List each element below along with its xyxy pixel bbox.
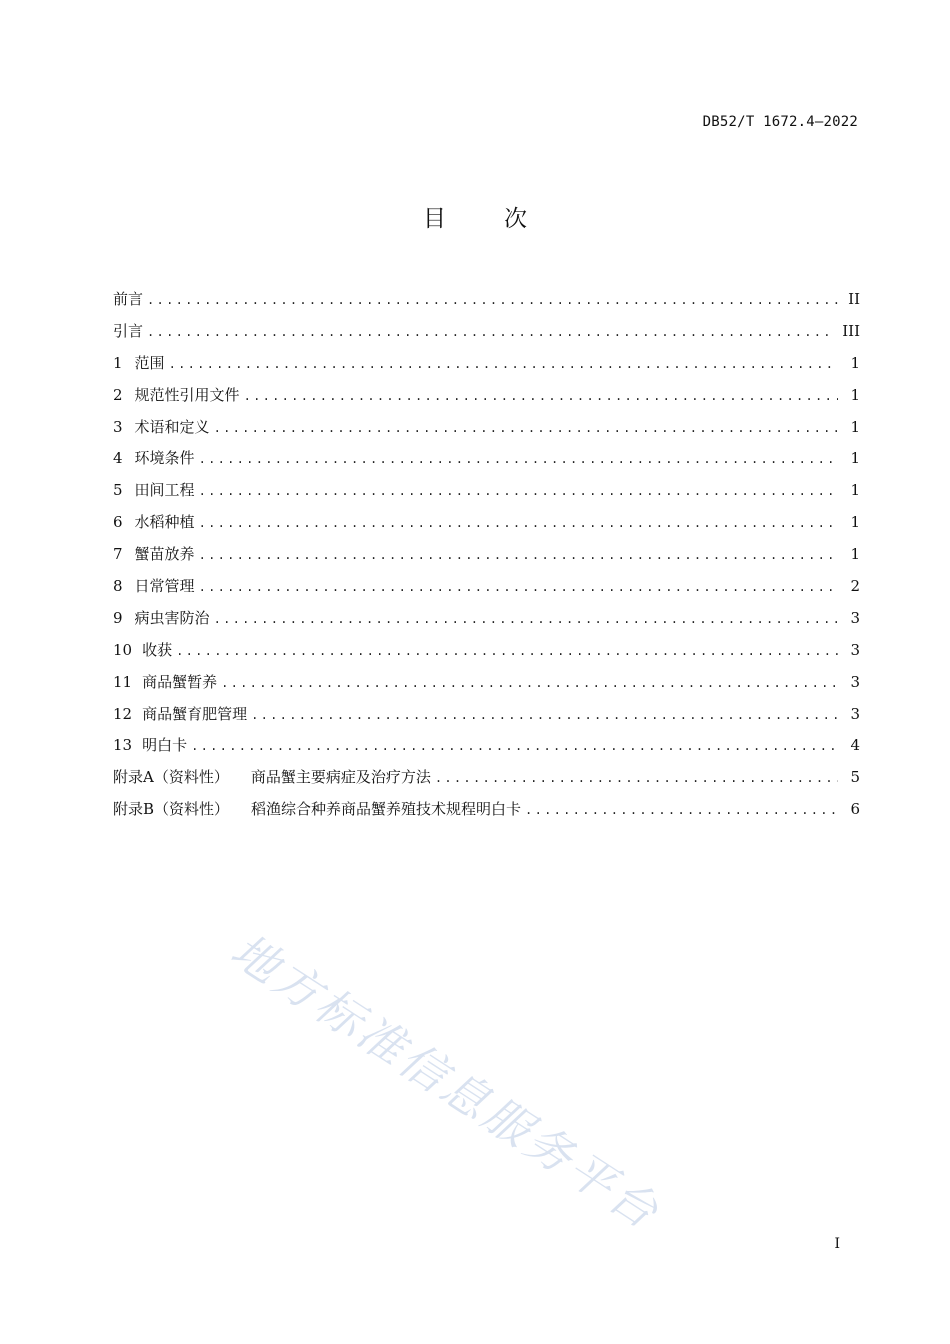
toc-entry-title: 术语和定义 (134, 417, 210, 436)
toc-entry-annex-a[interactable] (113, 764, 860, 796)
dot-leader (214, 415, 838, 441)
toc-entry-page: 3 (850, 672, 860, 691)
toc-entry-number: 2 (113, 385, 123, 404)
toc-entry-title: 病虫害防治 (134, 608, 210, 627)
toc-entry-7[interactable] (113, 541, 860, 573)
toc-entry-title: 田间工程 (134, 481, 195, 500)
dot-leader (169, 351, 838, 377)
toc-entry-12[interactable] (113, 701, 860, 733)
toc-entry-6[interactable] (113, 509, 860, 541)
toc-entry-annex-b[interactable] (113, 796, 860, 828)
toc-entry-page: 1 (850, 417, 860, 436)
dot-leader (191, 733, 838, 759)
page-number: I (834, 1236, 840, 1252)
toc-entry-title: 范围 (134, 353, 165, 372)
toc-entry-13[interactable] (113, 732, 860, 764)
toc-entry-title: 稻渔综合种养商品蟹养殖技术规程明白卡 (251, 800, 522, 819)
toc-entry-number: 7 (113, 545, 123, 564)
toc-entry-number: 附录B（资料性） (113, 800, 230, 819)
toc-entry-introduction[interactable] (113, 318, 860, 350)
table-of-contents (113, 286, 860, 828)
toc-entry-number: 8 (113, 577, 123, 596)
toc-entry-title: 商品蟹主要病症及治疗方法 (250, 768, 431, 787)
toc-entry-10[interactable] (113, 637, 860, 669)
toc-entry-page: 6 (850, 800, 860, 819)
toc-entry-number: 6 (113, 513, 123, 532)
toc-entry-page: 1 (850, 481, 860, 500)
dot-leader (176, 638, 838, 664)
dot-leader (435, 765, 838, 791)
toc-entry-number: 9 (113, 608, 123, 627)
toc-entry-title: 蟹苗放养 (134, 545, 195, 564)
toc-entry-number: 3 (113, 417, 123, 436)
toc-entry-title: 商品蟹育肥管理 (142, 704, 248, 723)
toc-entry-number: 11 (113, 672, 133, 691)
toc-entry-number: 13 (113, 736, 133, 755)
toc-entry-9[interactable] (113, 605, 860, 637)
toc-entry-page: 3 (850, 640, 860, 659)
dot-leader (199, 478, 838, 504)
toc-entry-title: 规范性引用文件 (134, 385, 240, 404)
dot-leader (199, 510, 838, 536)
toc-entry-title: 收获 (142, 640, 173, 659)
toc-entry-2[interactable] (113, 382, 860, 414)
dot-leader (214, 606, 838, 632)
toc-entry-title: 商品蟹暂养 (142, 672, 218, 691)
document-code: DB52/T 1672.4—2022 (702, 114, 858, 130)
toc-entry-page: 2 (850, 577, 860, 596)
toc-entry-4[interactable] (113, 445, 860, 477)
toc-entry-page: 1 (850, 385, 860, 404)
dot-leader (251, 702, 838, 728)
toc-entry-11[interactable] (113, 669, 860, 701)
toc-entry-page: 3 (850, 608, 860, 627)
toc-entry-page: 3 (850, 704, 860, 723)
dot-leader (199, 446, 838, 472)
toc-entry-1[interactable] (113, 350, 860, 382)
dot-leader (147, 287, 838, 313)
toc-entry-title: 环境条件 (134, 449, 195, 468)
toc-entry-title: 引言 (113, 321, 144, 340)
toc-entry-foreword[interactable] (113, 286, 860, 318)
dot-leader (147, 319, 834, 345)
watermark: 地方标准信息服务平台 (221, 922, 671, 1241)
toc-entry-title: 前言 (113, 290, 144, 308)
toc-entry-page: II (848, 290, 860, 308)
dot-leader (525, 797, 838, 823)
toc-entry-page: 1 (850, 513, 860, 532)
toc-entry-title: 明白卡 (142, 736, 188, 755)
dot-leader (221, 670, 838, 696)
toc-entry-page: III (842, 321, 860, 340)
toc-entry-3[interactable] (113, 414, 860, 446)
toc-entry-page: 1 (850, 449, 860, 468)
dot-leader (199, 542, 838, 568)
toc-entry-page: 4 (850, 736, 860, 755)
toc-heading: 目次 (423, 206, 585, 232)
toc-entry-number: 5 (113, 481, 123, 500)
toc-entry-title: 水稻种植 (134, 513, 195, 532)
toc-entry-5[interactable] (113, 477, 860, 509)
toc-entry-number: 12 (113, 704, 133, 723)
toc-entry-number: 4 (113, 449, 123, 468)
toc-entry-page: 1 (850, 353, 860, 372)
toc-entry-page: 5 (850, 768, 860, 787)
toc-entry-8[interactable] (113, 573, 860, 605)
toc-entry-title: 日常管理 (134, 577, 195, 596)
toc-entry-number: 附录A（资料性） (113, 768, 229, 787)
toc-entry-number: 1 (113, 353, 123, 372)
toc-entry-page: 1 (850, 545, 860, 564)
toc-entry-number: 10 (113, 640, 133, 659)
dot-leader (199, 574, 838, 600)
dot-leader (244, 383, 838, 409)
